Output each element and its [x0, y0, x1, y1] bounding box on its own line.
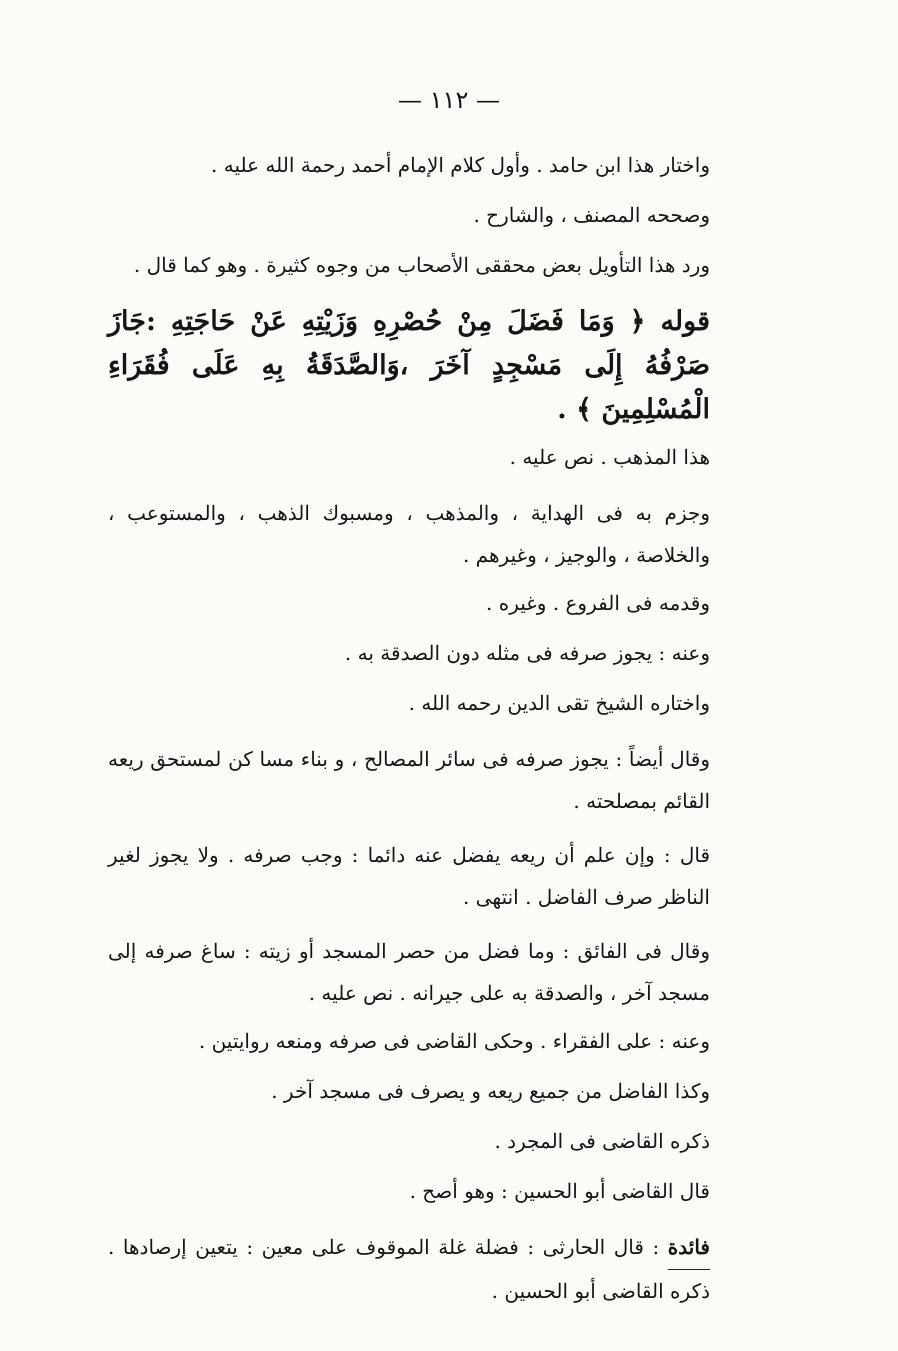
text-line: وصححه المصنف ، والشارح .: [473, 203, 710, 227]
faida-label: فائدة: [668, 1226, 710, 1270]
paragraph: وقال أيضاً : يجوز صرفه فى سائر المصالح ، و بناء مسا كن لمستحق ريعه القائم بمصلحته .: [108, 747, 710, 813]
paragraph: واختاره الشيخ تقى الدين رحمه الله .: [408, 691, 710, 715]
paragraph: قال القاضى أبو الحسين : وهو أصح .: [409, 1179, 710, 1203]
document-body: [108, 150, 758, 1324]
faida-paragraph: [108, 1226, 758, 1312]
faida-text: : قال الحارثى : فضلة غلة الموقوف على معين : يتعين إرصادها . ذكره القاضى أبو الحسين .: [108, 1235, 710, 1303]
text-line: واختار هذا ابن حامد . وأول كلام الإمام أحمد رحمة الله عليه .: [211, 153, 710, 177]
paragraph: قال : وإن علم أن ريعه يفضل عنه دائما : وجب صرفه . ولا يجوز لغير الناظر صرف الفاضل . انتهى .: [108, 843, 711, 909]
paragraph: وقدمه فى الفروع . وغيره .: [486, 591, 710, 615]
paragraph: وعنه : على الفقراء . وحكى القاضى فى صرفه ومنعه روايتين .: [198, 1029, 710, 1053]
text-line: ورد هذا التأويل بعض محققى الأصحاب من وجوه كثيرة . وهو كما قال .: [133, 253, 710, 277]
paragraph: وقال فى الفائق : وما فضل من حصر المسجد أو زيته : ساغ صرفه إلى مسجد آخر ، والصدقة به على جيرانه . نص عليه .: [108, 939, 710, 1005]
paragraph: وعنه : يجوز صرفه فى مثله دون الصدقة به .: [344, 641, 710, 665]
page-number: — ١١٢ —: [398, 86, 500, 114]
paragraph: ذكره القاضى فى المجرد .: [494, 1129, 710, 1153]
paragraph: وجزم به فى الهداية ، والمذهب ، ومسبوك الذهب ، والمستوعب ، والخلاصة ، والوجيز ، وغيرهم .: [108, 501, 710, 567]
paragraph: وكذا الفاضل من جميع ريعه و يصرف فى مسجد آخر .: [271, 1079, 710, 1103]
quran-verse: قوله ﴿ وَمَا فَضَلَ مِنْ حُصْرِهِ وَزَيْتِهِ عَنْ حَاجَتِهِ :جَازَ صَرْفُهُ إِلَى مَسْجِدٍ آخَرَ ،وَالصَّدَقَةُ بِهِ عَلَى فُقَرَاءِ الْمُسْلِمِينَ ﴾ .: [108, 306, 710, 425]
paragraph: هذا المذهب . نص عليه .: [509, 445, 710, 469]
